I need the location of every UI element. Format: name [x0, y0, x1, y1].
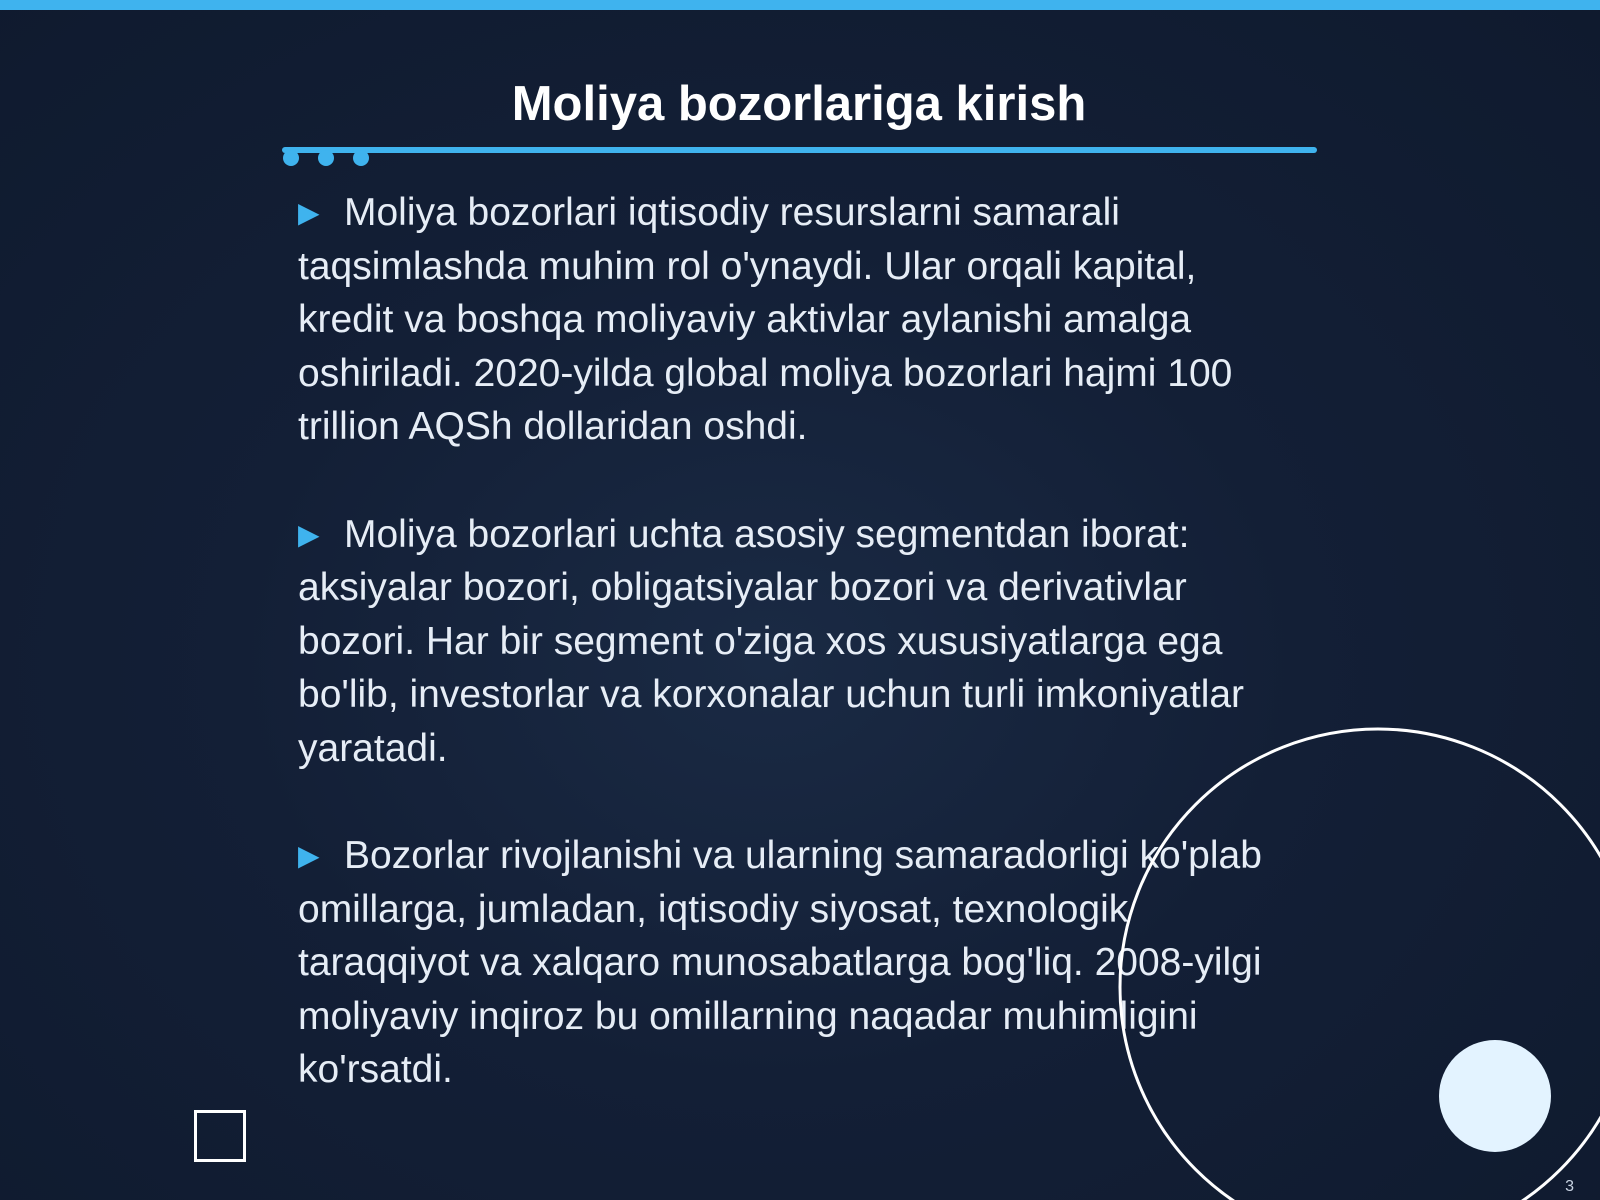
bullet-text: Bozorlar rivojlanishi va ularning samaradorligi ko'plab omillarga, jumladan, iqtisodiy siyosat, texnologik taraqqiyot va xalqaro munosabatlarga bog'liq. 2008-yilgi moliyaviy inqiroz bu omillarning naqadar muhimligini ko'rsatdi. — [298, 834, 1262, 1091]
decorative-dot — [353, 150, 369, 166]
bullet-text: Moliya bozorlari iqtisodiy resurslarni samarali taqsimlashda muhim rol o'ynaydi. Ular orqali kapital, kredit va boshqa moliyaviy aktivlar aylanishi amalga oshiriladi. 2020-yilda global moliya bozorlari hajmi 100 trillion AQSh dollaridan oshdi. — [298, 191, 1233, 448]
decorative-filled-circle — [1439, 1040, 1551, 1152]
title-underline — [282, 147, 1317, 153]
bullet-arrow-icon: ▶ — [298, 197, 320, 228]
bullet-list — [298, 186, 1298, 1151]
bullet-item — [298, 508, 1298, 776]
decorative-dot — [318, 150, 334, 166]
top-accent-bar — [0, 0, 1600, 10]
bullet-arrow-icon: ▶ — [298, 518, 320, 550]
slide-title: Moliya bozorlariga kirish — [511, 77, 1087, 131]
decorative-square — [194, 1110, 246, 1162]
bullet-text: Moliya bozorlari uchta asosiy segmentdan iborat: aksiyalar bozori, obligatsiyalar bozori va derivativlar bozori. Har bir segment o'ziga xos xususiyatlarga ega bo'lib, investorlar va korxonalar uchun turli imkoniyatlar yaratadi. — [298, 512, 1245, 770]
page-number: 3 — [1565, 1178, 1574, 1195]
decorative-dot — [283, 150, 299, 166]
bullet-arrow-icon: ▶ — [298, 840, 320, 871]
bullet-item — [298, 186, 1298, 454]
bullet-item — [298, 829, 1298, 1097]
